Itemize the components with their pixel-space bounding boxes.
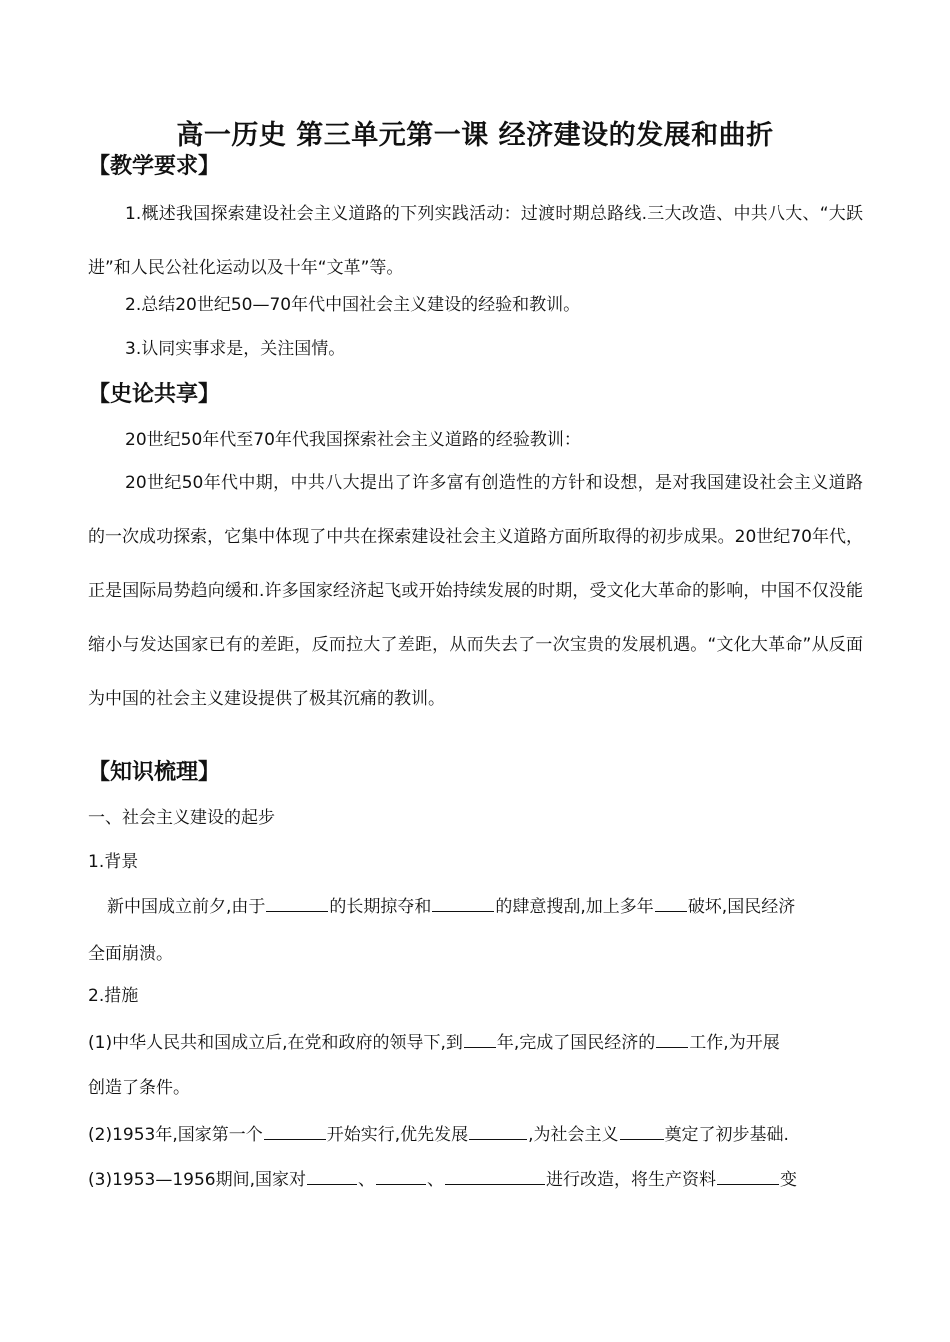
- measure-3: [88, 1166, 797, 1192]
- text-segment: 、: [427, 1170, 445, 1190]
- measure-2: [88, 1121, 789, 1147]
- text-segment: (3)1953—1956期间,国家对: [88, 1170, 307, 1190]
- requirement-3: 3.认同实事求是，关注国情。: [125, 339, 346, 359]
- background-line-1: [107, 893, 795, 919]
- fill-blank[interactable]: [469, 1121, 527, 1140]
- fill-blank[interactable]: [717, 1166, 779, 1185]
- fill-blank[interactable]: [656, 1029, 688, 1048]
- text-segment: 年,完成了国民经济的: [496, 1033, 656, 1053]
- text-segment: 的长期掠夺和: [329, 897, 432, 917]
- fill-blank[interactable]: [464, 1029, 496, 1048]
- text-segment: 变: [780, 1170, 798, 1190]
- heading-teaching-requirements: 【教学要求】: [88, 154, 221, 179]
- text-segment: 的肆意搜刮,加上多年: [495, 897, 654, 917]
- background-line-2: 全面崩溃。: [88, 944, 173, 964]
- fill-blank[interactable]: [307, 1166, 357, 1185]
- fill-blank[interactable]: [620, 1121, 664, 1140]
- subsection-measures: 2.措施: [88, 986, 139, 1006]
- subsection-background: 1.背景: [88, 852, 139, 872]
- fill-blank[interactable]: [376, 1166, 426, 1185]
- views-paragraph: 20世纪50年代中期，中共八大提出了许多富有创造性的方针和设想，是对我国建设社会主义道路的一次成功探索，它集中体现了中共在探索建设社会主义道路方面所取得的初步成果。20世纪70年代，正是国际局势趋向缓和.许多国家经济起飞或开始持续发展的时期，受文化大革命的影响，中国不仅没能缩小与发达国家已有的差距，反而拉大了差距，从而失去了一次宝贵的发展机遇。“文化大革命”从反面为中国的社会主义建设提供了极其沉痛的教训。: [88, 473, 863, 709]
- text-segment: 破坏,国民经济: [687, 897, 796, 917]
- text-segment: 奠定了初步基础.: [664, 1125, 789, 1145]
- text-segment: (1)中华人民共和国成立后,在党和政府的领导下,到: [88, 1033, 463, 1053]
- heading-knowledge-review: 【知识梳理】: [88, 760, 221, 785]
- document-title: 高一历史 第三单元第一课 经济建设的发展和曲折: [176, 120, 774, 151]
- section-one-title: 一、社会主义建设的起步: [88, 808, 275, 828]
- requirement-1: 1.概述我国探索建设社会主义道路的下列实践活动：过渡时期总路线.三大改造、中共八大、“大跃进”和人民公社化运动以及十年“文革”等。: [88, 204, 863, 278]
- measure-1-line-1: [88, 1029, 780, 1055]
- fill-blank[interactable]: [432, 893, 494, 912]
- text-segment: ,为社会主义: [528, 1125, 619, 1145]
- fill-blank[interactable]: [445, 1166, 545, 1185]
- text-segment: 进行改造，将生产资料: [546, 1170, 717, 1190]
- heading-historical-views: 【史论共享】: [88, 382, 221, 407]
- views-intro: 20世纪50年代至70年代我国探索社会主义道路的经验教训：: [125, 430, 581, 450]
- requirement-2: 2.总结20世纪50—70年代中国社会主义建设的经验和教训。: [125, 295, 581, 315]
- text-segment: 工作,为开展: [689, 1033, 780, 1053]
- text-segment: (2)1953年,国家第一个: [88, 1125, 263, 1145]
- text-segment: 、: [358, 1170, 376, 1190]
- fill-blank[interactable]: [655, 893, 687, 912]
- measure-1-line-2: 创造了条件。: [88, 1078, 190, 1098]
- fill-blank[interactable]: [264, 1121, 326, 1140]
- text-segment: 新中国成立前夕,由于: [107, 897, 266, 917]
- text-segment: 开始实行,优先发展: [326, 1125, 469, 1145]
- fill-blank[interactable]: [266, 893, 328, 912]
